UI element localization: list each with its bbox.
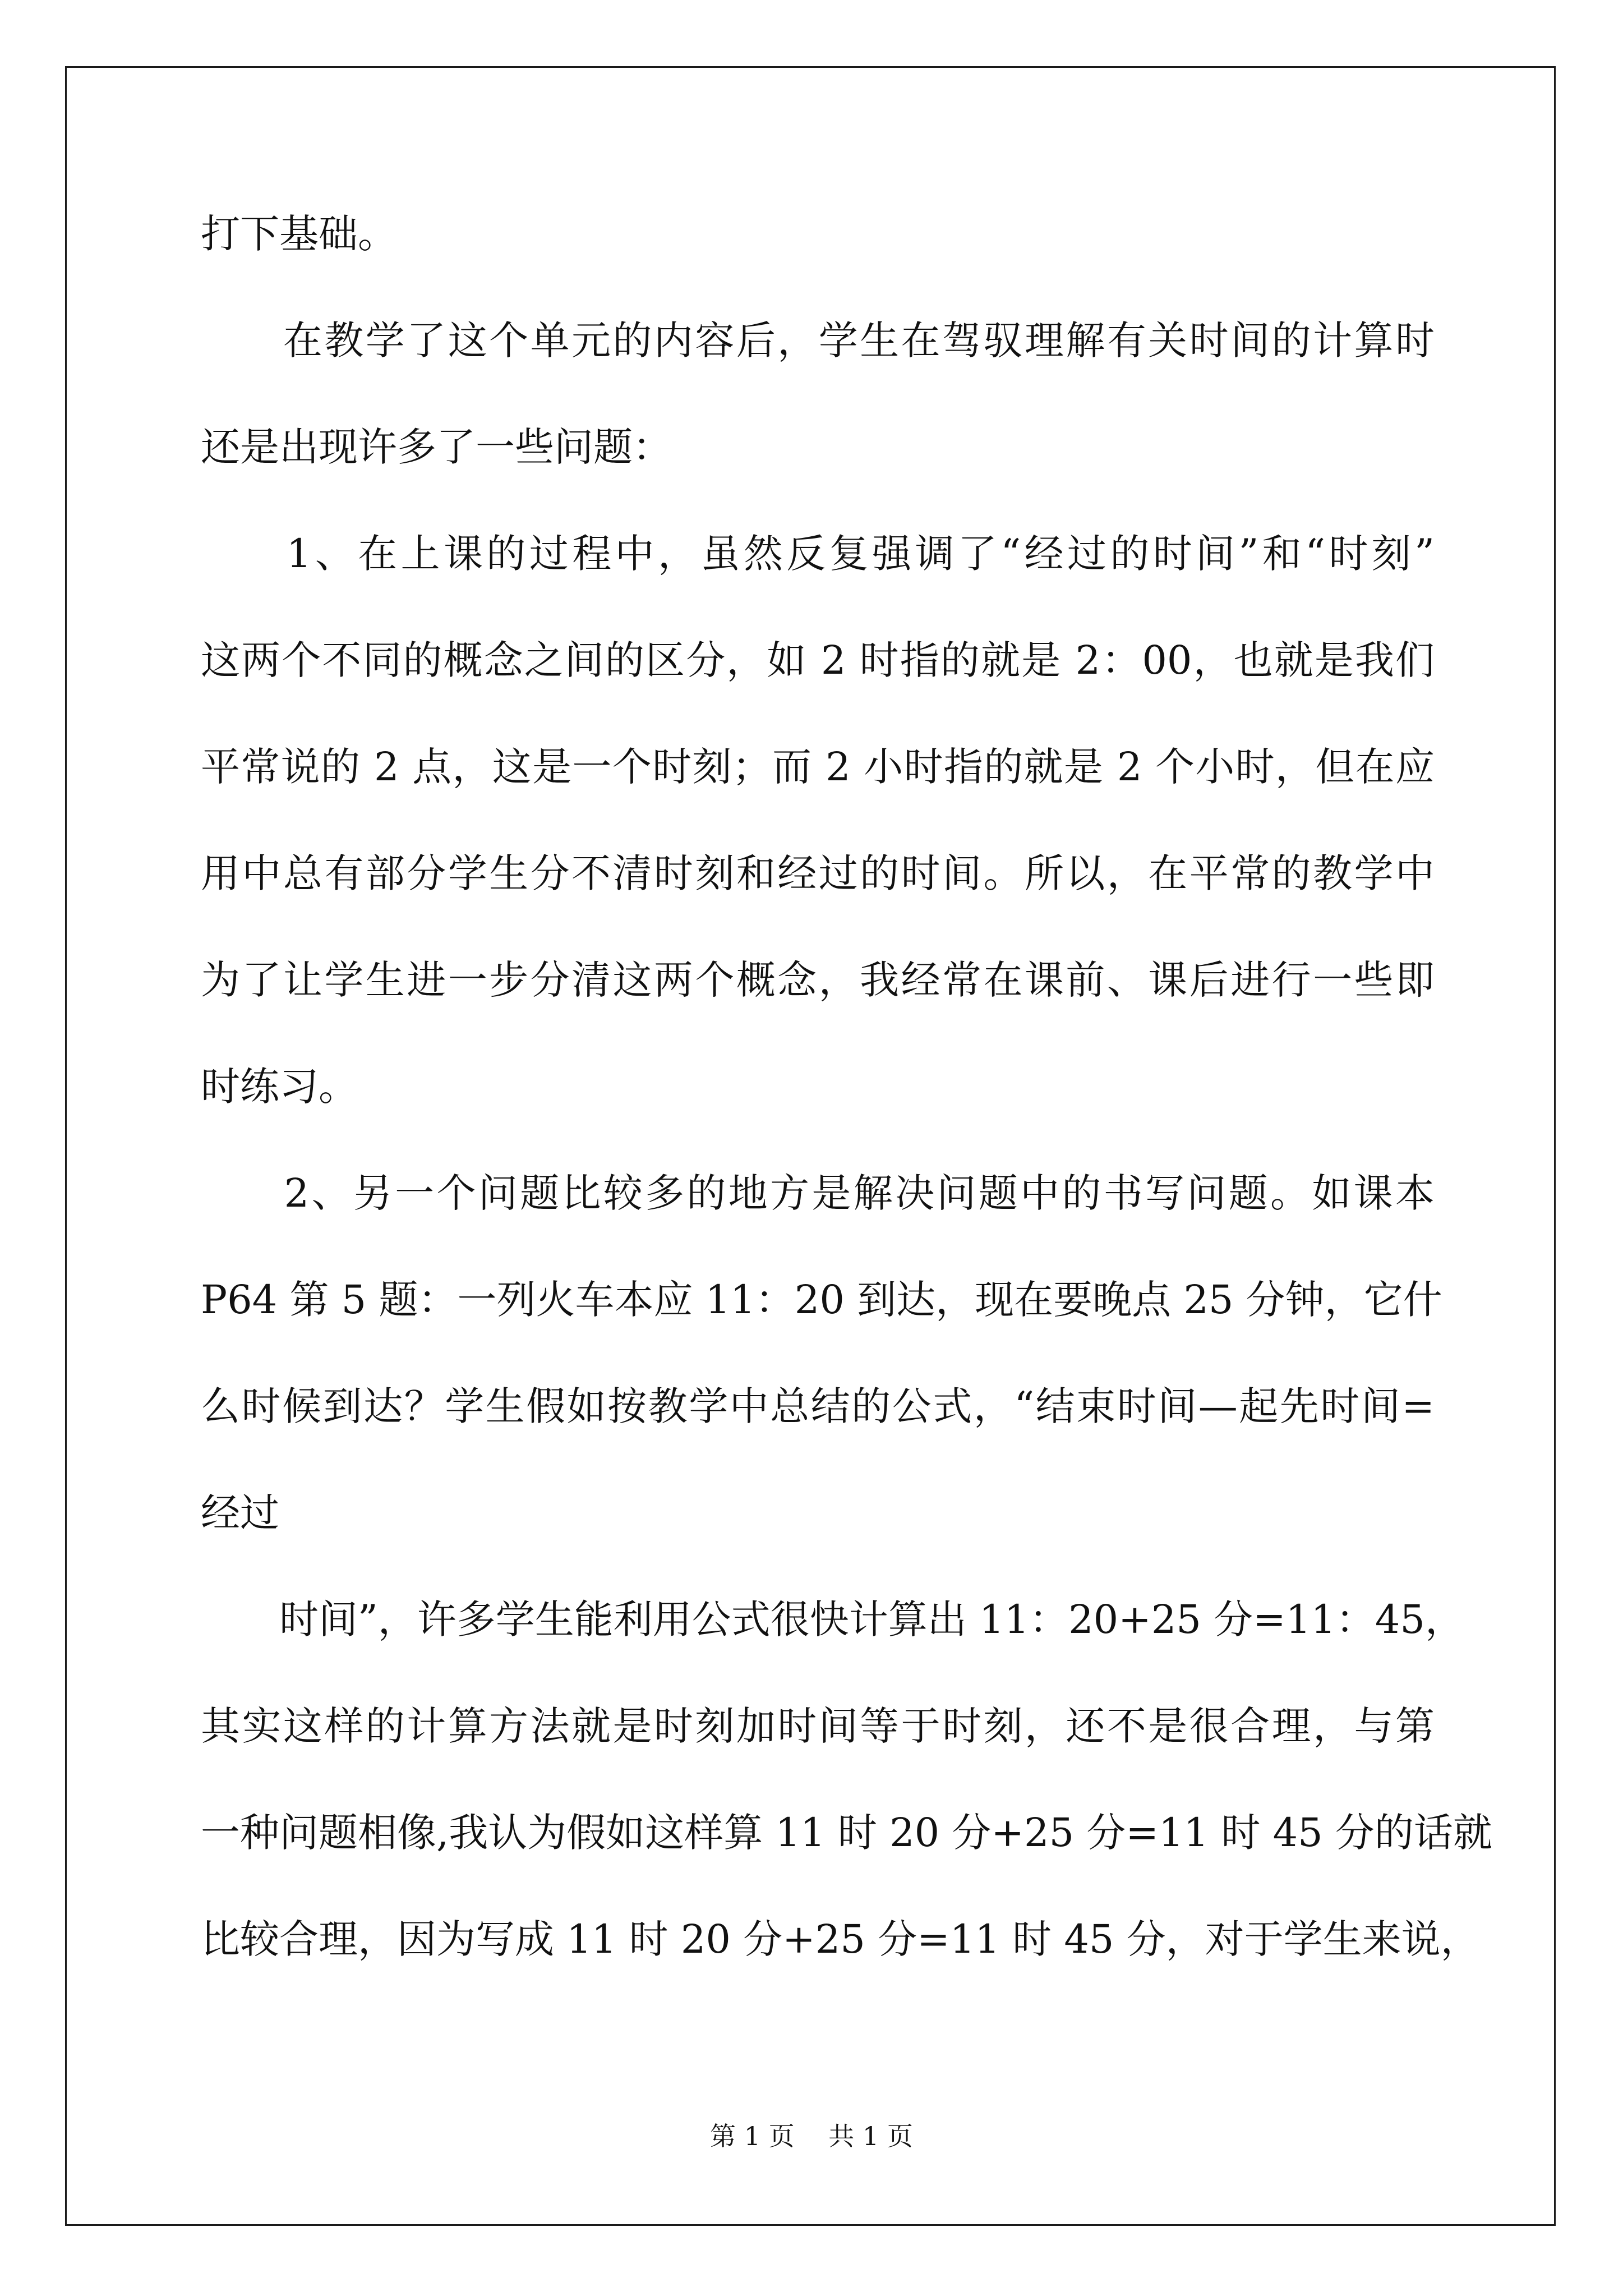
text-line-5: 这两个不同的概念之间的区分，如 2 时指的就是 2：00，也就是我们 — [201, 637, 1435, 683]
page-border — [65, 66, 1556, 2226]
text-line-7: 用中总有部分学生分不清时刻和经过的时间。所以，在平常的教学中 — [201, 850, 1435, 896]
text-line-9: 时练习。 — [201, 1064, 358, 1110]
text-line-2: 在教学了这个单元的内容后，学生在驾驭理解有关时间的计算时 — [201, 318, 1435, 364]
text-line-16: 一种问题相像,我认为假如这样算 11 时 20 分+25 分=11 时 45 分的话就 — [201, 1810, 1492, 1856]
text-line-14: 时间”，许多学生能利用公式很快计算出 11：20+25 分=11：45， — [201, 1596, 1464, 1642]
text-line-1: 打下基础。 — [201, 211, 397, 257]
page-footer: 第 1 页 共 1 页 — [710, 2121, 913, 2151]
text-line-3: 还是出现许多了一些问题： — [201, 424, 672, 470]
text-line-6: 平常说的 2 点，这是一个时刻；而 2 小时指的就是 2 个小时，但在应 — [201, 744, 1435, 790]
text-line-12: 么时候到达？学生假如按教学中总结的公式，“结束时间—起先时间= — [201, 1383, 1435, 1429]
text-line-13: 经过 — [201, 1490, 279, 1536]
text-line-4: 1、在上课的过程中，虽然反复强调了“经过的时间”和“时刻” — [201, 531, 1435, 577]
text-line-8: 为了让学生进一步分清这两个概念，我经常在课前、课后进行一些即 — [201, 957, 1435, 1003]
text-line-15: 其实这样的计算方法就是时刻加时间等于时刻，还不是很合理，与第 — [201, 1703, 1435, 1749]
text-line-11: P64 第 5 题：一列火车本应 11：20 到达，现在要晚点 25 分钟，它什 — [201, 1277, 1442, 1323]
text-line-17: 比较合理，因为写成 11 时 20 分+25 分=11 时 45 分，对于学生来说， — [201, 1916, 1480, 1962]
text-line-10: 2、另一个问题比较多的地方是解决问题中的书写问题。如课本 — [201, 1170, 1435, 1216]
